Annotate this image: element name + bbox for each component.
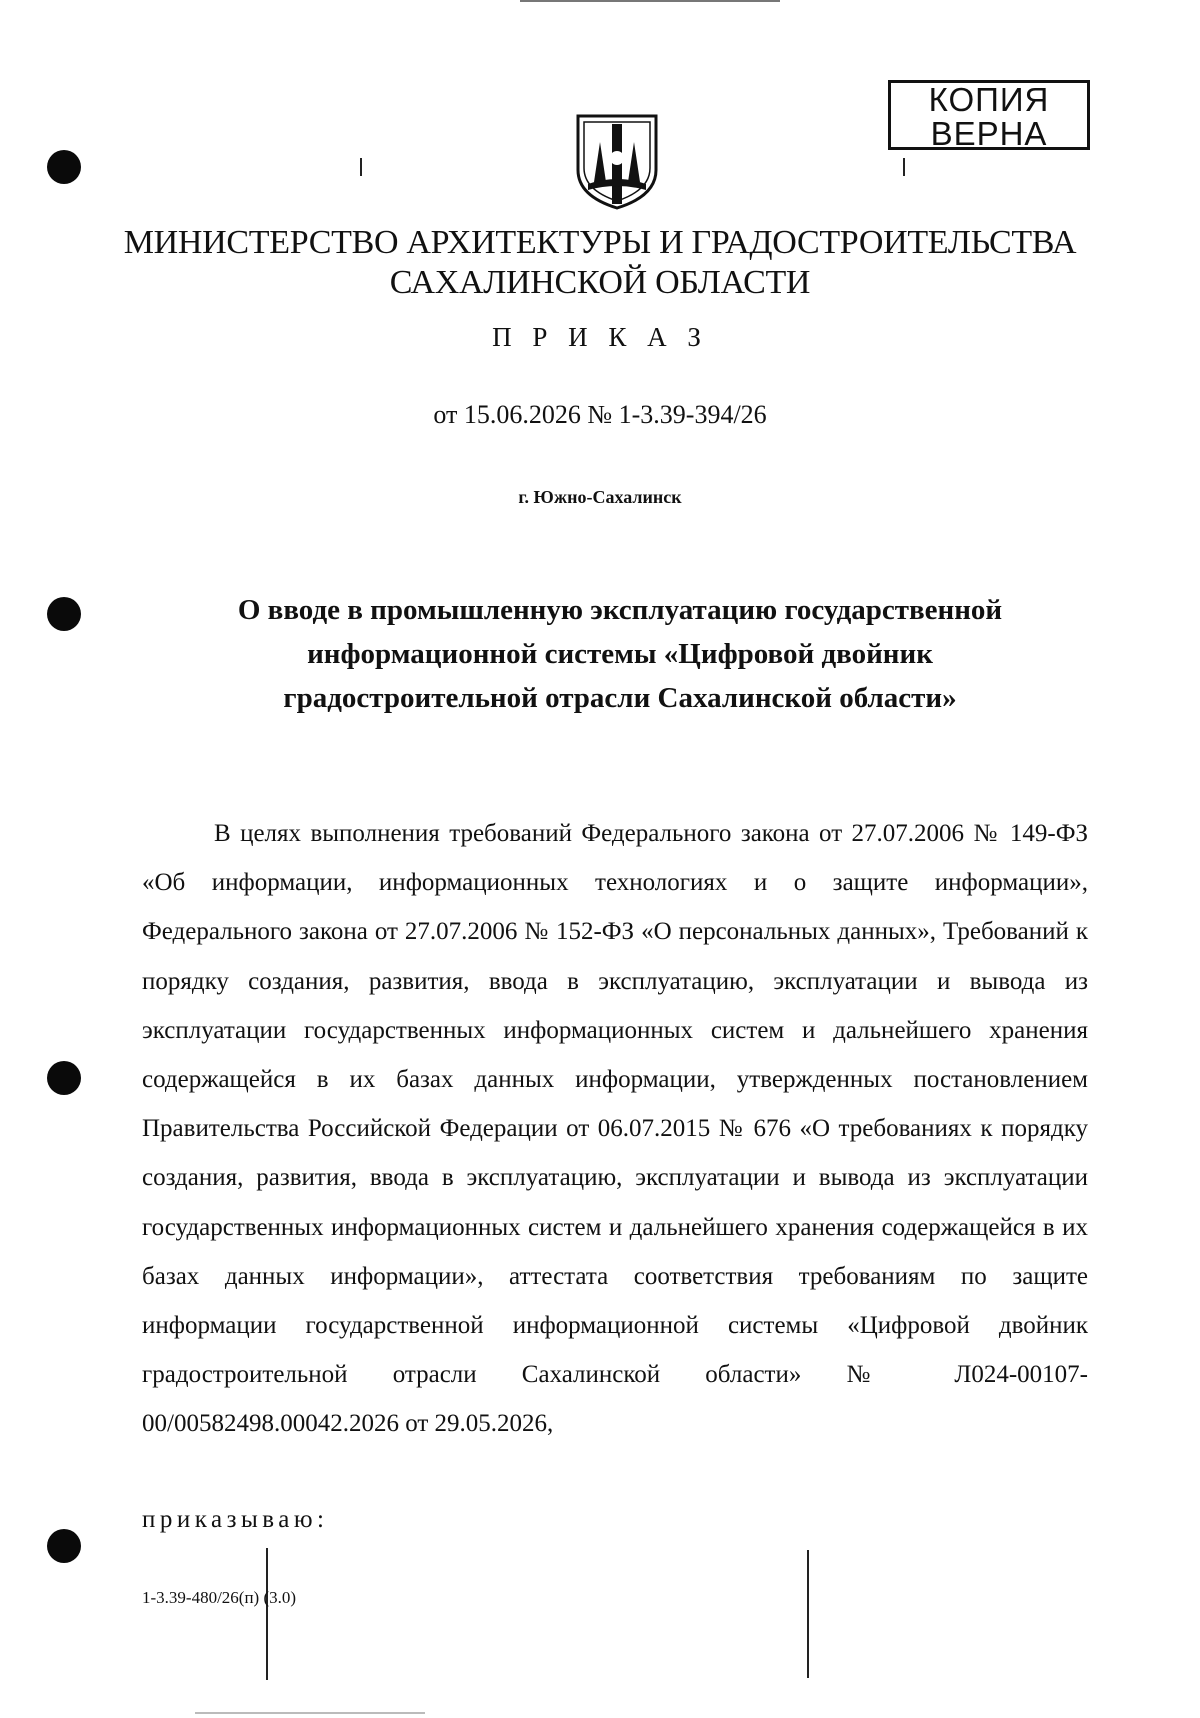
- order-date-number: от 15.06.2026 № 1-3.39-394/26: [433, 400, 767, 429]
- copy-certified-stamp: [888, 80, 1090, 150]
- ministry-name: [0, 223, 1200, 303]
- command-word: приказываю:: [142, 1506, 329, 1533]
- document-footer-code: 1-3.39-480/26(п) (3.0): [142, 1588, 297, 1607]
- scan-mark: [903, 158, 905, 176]
- scan-mark: [266, 1548, 268, 1680]
- subject-line-3: градостроительной отрасли Сахалинской области»: [283, 682, 957, 714]
- punch-hole: [47, 1529, 81, 1563]
- scan-artifact-top: [520, 0, 780, 2]
- stamp-line-1: КОПИЯ: [928, 81, 1050, 118]
- punch-hole: [47, 150, 81, 184]
- punch-hole: [47, 597, 81, 631]
- scan-artifact-bottom: [195, 1712, 425, 1714]
- document-type: П Р И К А З: [492, 322, 708, 352]
- punch-hole: [47, 1061, 81, 1095]
- stamp-line-2: ВЕРНА: [930, 115, 1048, 152]
- subject-line-2: информационной системы «Цифровой двойник: [307, 638, 933, 670]
- sakhalin-coat-of-arms-icon: [574, 112, 660, 212]
- ministry-line-1: МИНИСТЕРСТВО АРХИТЕКТУРЫ И ГРАДОСТРОИТЕЛЬСТВА: [123, 224, 1077, 261]
- city: г. Южно-Сахалинск: [518, 487, 682, 507]
- order-subject: [130, 588, 1110, 720]
- scan-mark: [807, 1550, 809, 1678]
- preamble-paragraph: В целях выполнения требований Федерального закона от 27.07.2006 № 149-ФЗ «Об информации, информационных технологиях и о защите информации», Федерального закона от 27.07.2006 № 152-ФЗ «О персональных данных», Требований к порядку создания, развития, ввода в эксплуатацию, эксплуатации и вывода из эксплуатации государственных информационных систем и дальнейшего хранения содержащейся в их базах данных информации, утвержденных постановлением Правительства Российской Федерации от 06.07.2015 № 676 «О требованиях к порядку создания, развития, ввода в эксплуатацию, эксплуатации и вывода из эксплуатации государственных информационных систем и дальнейшего хранения содержащейся в их базах данных информации», аттестата соответствия требованиям по защите информации государственной информационной системы «Цифровой двойник градостроительной отрасли Сахалинской области» № Л024-00107-00/00582498.00042.2026 от 29.05.2026,: [142, 820, 1088, 1438]
- scan-mark: [360, 158, 362, 176]
- subject-line-1: О вводе в промышленную эксплуатацию государственной: [237, 594, 1003, 626]
- ministry-line-2: САХАЛИНСКОЙ ОБЛАСТИ: [389, 264, 811, 301]
